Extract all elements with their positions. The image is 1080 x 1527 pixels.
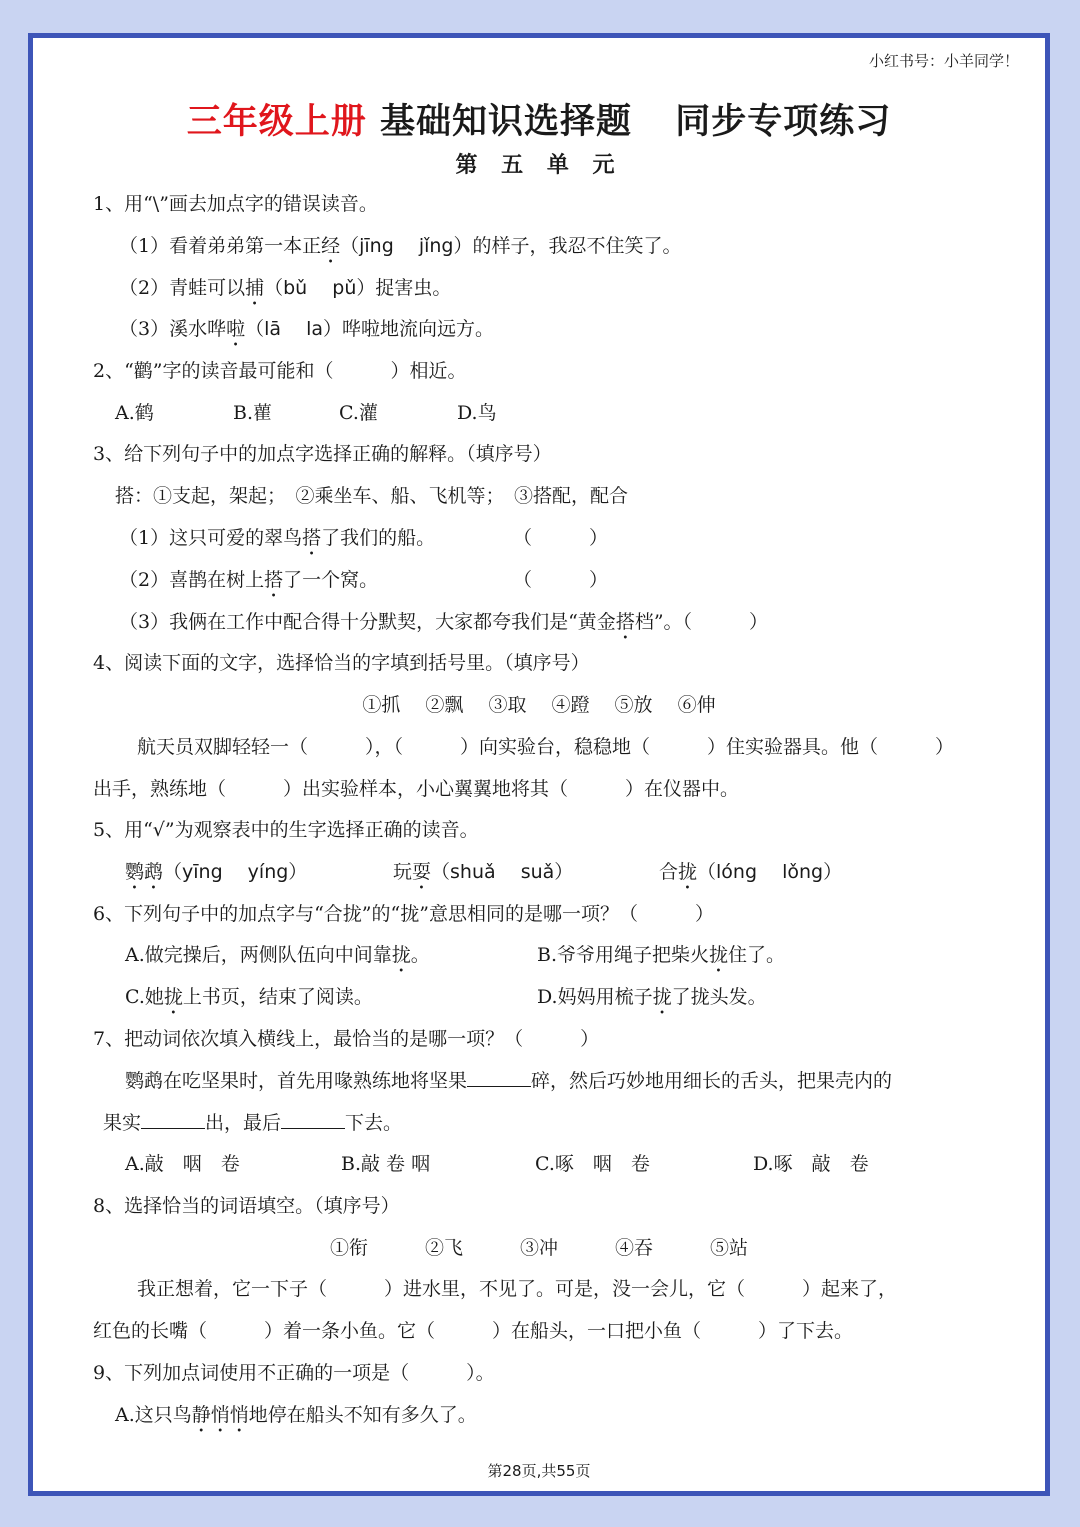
q9-stem: 9、下列加点词使用不正确的一项是（ ）。 bbox=[93, 1362, 495, 1384]
q3-answer-2: （ ） bbox=[513, 569, 609, 591]
q7-option-c: C.啄 咽 卷 bbox=[535, 1153, 650, 1175]
q7-option-a: A.敲 咽 卷 bbox=[125, 1153, 240, 1175]
q3-stem: 3、给下列句子中的加点字选择正确的解释。（填序号） bbox=[93, 443, 552, 465]
q3-item-2: （2）喜鹊在树上搭了一个窝。 bbox=[119, 569, 379, 591]
q7-option-b: B.敲 卷 咽 bbox=[341, 1153, 431, 1175]
q3-answer-1: （ ） bbox=[513, 527, 609, 549]
page-frame bbox=[28, 33, 1050, 1496]
q2-option-c: C.灌 bbox=[339, 402, 378, 424]
q3-item-3: （3）我俩在工作中配合得十分默契，大家都夸我们是“黄金搭档”。（ ） bbox=[119, 611, 769, 633]
q5-word-3: 合拢（lóng lǒng） bbox=[659, 861, 843, 883]
unit-heading: 第 五 单 元 bbox=[455, 153, 623, 178]
q8-stem: 8、选择恰当的词语填空。（填序号） bbox=[93, 1195, 400, 1217]
q5-word-1: 鹦鹉（yīng yíng） bbox=[125, 861, 308, 883]
q1-item-3: （3）溪水哗啦（lā la）哗啦地流向远方。 bbox=[119, 318, 495, 340]
q3-definitions: 搭：①支起，架起； ②乘坐车、船、飞机等； ③搭配，配合 bbox=[115, 485, 629, 507]
q7-passage-line-2: 果实 出，最后 下去。 bbox=[103, 1112, 403, 1134]
q4-stem: 4、阅读下面的文字，选择恰当的字填到括号里。（填序号） bbox=[93, 652, 590, 674]
q8-options: ①衔 ②飞 ③冲 ④吞 ⑤站 bbox=[329, 1237, 748, 1259]
q6-stem: 6、下列句子中的加点字与“合拢”的“拢”意思相同的是哪一项？（ ） bbox=[93, 903, 714, 925]
page-title bbox=[33, 94, 1045, 144]
q4-passage-line-2: 出手，熟练地（ ）出实验样本，小心翼翼地将其（ ）在仪器中。 bbox=[93, 778, 740, 800]
q4-options: ①抓 ②飘 ③取 ④蹬 ⑤放 ⑥伸 bbox=[362, 694, 716, 716]
q6-option-a: A.做完操后，两侧队伍向中间靠拢。 bbox=[125, 944, 430, 966]
q2-option-d: D.鸟 bbox=[457, 402, 497, 424]
title-grade: 三年级上册 bbox=[186, 102, 367, 142]
q3-item-1: （1）这只可爱的翠鸟搭了我们的船。 bbox=[119, 527, 436, 549]
title-series: 同步专项练习 bbox=[675, 102, 892, 142]
q6-option-d: D.妈妈用梳子拢了拢头发。 bbox=[537, 986, 767, 1008]
q7-stem: 7、把动词依次填入横线上，最恰当的是哪一项？（ ） bbox=[93, 1028, 600, 1050]
q5-stem: 5、用“√”为观察表中的生字选择正确的读音。 bbox=[93, 819, 479, 841]
q2-option-a: A.鹤 bbox=[115, 402, 154, 424]
q7-option-d: D.啄 敲 卷 bbox=[753, 1153, 869, 1175]
q2-option-b: B.雚 bbox=[233, 402, 273, 424]
q1-item-1: （1）看着弟弟第一本正经（jīng jǐng）的样子，我忍不住笑了。 bbox=[119, 235, 682, 257]
q1-item-2: （2）青蛙可以捕（bǔ pǔ）捉害虫。 bbox=[119, 277, 452, 299]
q6-option-b: B.爷爷用绳子把柴火拢住了。 bbox=[537, 944, 786, 966]
q1-stem: 1、用“\”画去加点字的错误读音。 bbox=[93, 193, 378, 215]
q4-passage-line-1: 航天员双脚轻轻一（ ），（ ）向实验台，稳稳地（ ）住实验器具。他（ ） bbox=[137, 736, 955, 758]
q7-passage-line-1: 鹦鹉在吃坚果时，首先用喙熟练地将坚果 碎，然后巧妙地用细长的舌头，把果壳内的 bbox=[125, 1070, 893, 1092]
q9-option-a: A.这只鸟静悄悄地停在船头不知有多久了。 bbox=[115, 1404, 477, 1426]
brand-label: 小红书号：小羊同学！ bbox=[868, 52, 1019, 70]
q8-passage-line-1: 我正想着，它一下子（ ）进水里，不见了。可是，没一会儿，它（ ）起来了， bbox=[137, 1278, 898, 1300]
title-topic: 基础知识选择题 bbox=[379, 102, 632, 142]
q6-option-c: C.她拢上书页，结束了阅读。 bbox=[125, 986, 373, 1008]
q8-passage-line-2: 红色的长嘴（ ）着一条小鱼。它（ ）在船头，一口把小鱼（ ）了下去。 bbox=[93, 1320, 854, 1342]
page-number: 第28页,共55页 bbox=[487, 1462, 591, 1480]
q5-word-2: 玩耍（shuǎ suǎ） bbox=[393, 861, 574, 883]
q2-stem: 2、“鹳”字的读音最可能和（ ）相近。 bbox=[93, 360, 467, 382]
